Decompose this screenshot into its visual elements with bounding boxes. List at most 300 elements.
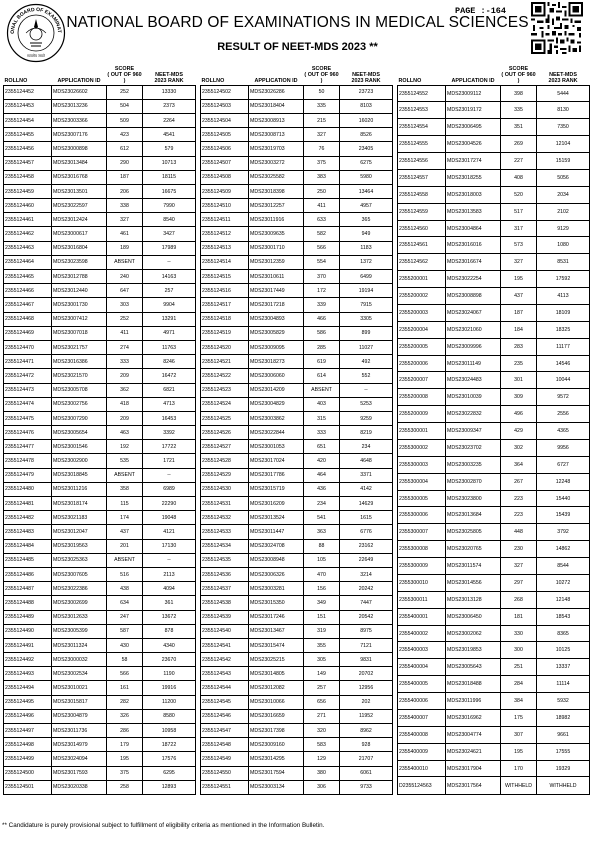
table-row — [4, 752, 196, 766]
table-row — [4, 624, 196, 638]
cell-rollno: 2355124456 — [4, 142, 52, 156]
cell-score: 269 — [501, 136, 537, 153]
cell-application-id: MDS23008913 — [249, 113, 304, 127]
cell-rollno: 2355400007 — [398, 709, 446, 726]
cell-score: 327 — [501, 254, 537, 271]
cell-application-id: MDS23006450 — [446, 608, 501, 625]
cell-application-id: MDS23009095 — [249, 340, 304, 354]
cell-application-id: MDS23014556 — [446, 574, 501, 591]
cell-rollno: 2355124528 — [201, 454, 249, 468]
cell-rollno: 2355124559 — [398, 203, 446, 220]
cell-application-id: MDS23026286 — [249, 85, 304, 99]
cell-rank: 12104 — [537, 136, 590, 153]
cell-rollno: 2355400001 — [398, 608, 446, 625]
cell-rank: 5444 — [537, 85, 590, 102]
cell-application-id: MDS23000617 — [52, 227, 107, 241]
table-row — [4, 128, 196, 142]
cell-rollno: 2355124562 — [398, 254, 446, 271]
cell-rollno: 2355300004 — [398, 473, 446, 490]
cell-score: 320 — [304, 724, 340, 738]
cell-rollno: 2355400008 — [398, 726, 446, 743]
cell-rollno: 2355124546 — [201, 709, 249, 723]
cell-rollno: 2355124518 — [201, 312, 249, 326]
cell-rollno: 2355124464 — [4, 255, 52, 269]
cell-score: 411 — [107, 326, 143, 340]
cell-rollno: 2355300003 — [398, 456, 446, 473]
table-row — [201, 624, 393, 638]
cell-score: 566 — [304, 241, 340, 255]
cell-score: 436 — [304, 482, 340, 496]
cell-score: 195 — [501, 743, 537, 760]
cell-score: 326 — [107, 709, 143, 723]
table-row — [201, 170, 393, 184]
cell-rank: 202 — [340, 695, 393, 709]
header-rank-sub: 2023 RANK — [351, 78, 381, 85]
cell-rank: 20702 — [340, 667, 393, 681]
cell-score: 303 — [107, 298, 143, 312]
cell-rollno: 2355124482 — [4, 511, 52, 525]
table-row — [398, 389, 590, 406]
cell-rank: 18325 — [537, 321, 590, 338]
cell-rollno: 2355124511 — [201, 213, 249, 227]
cell-score: 175 — [501, 709, 537, 726]
cell-score: 398 — [501, 85, 537, 102]
cell-score: 129 — [304, 752, 340, 766]
cell-application-id: MDS23020338 — [52, 780, 107, 794]
cell-rollno: 2355400006 — [398, 693, 446, 710]
table-row — [398, 304, 590, 321]
cell-rollno: 2355124460 — [4, 199, 52, 213]
cell-rollno: 2355124523 — [201, 383, 249, 397]
cell-score: ABSENT — [304, 383, 340, 397]
cell-score: 586 — [304, 326, 340, 340]
cell-rank: 6776 — [340, 525, 393, 539]
cell-rank: 11027 — [340, 340, 393, 354]
cell-rollno: 2355124496 — [4, 709, 52, 723]
cell-application-id: MDS23015817 — [52, 695, 107, 709]
cell-rollno: 2355124502 — [201, 85, 249, 99]
table-row — [201, 766, 393, 780]
cell-rank: 5932 — [537, 693, 590, 710]
table-row — [201, 567, 393, 581]
cell-rank: 8103 — [340, 99, 393, 113]
cell-rank: 5253 — [340, 397, 393, 411]
cell-application-id: MDS23000032 — [52, 653, 107, 667]
cell-rollno: 2355124519 — [201, 326, 249, 340]
cell-score: 234 — [304, 497, 340, 511]
table-row — [4, 497, 196, 511]
cell-application-id: MDS23018003 — [446, 186, 501, 203]
table-row — [4, 298, 196, 312]
cell-application-id: MDS23014805 — [249, 667, 304, 681]
cell-rollno: 2355124488 — [4, 596, 52, 610]
table-row — [4, 667, 196, 681]
cell-application-id: MDS23001546 — [52, 440, 107, 454]
cell-application-id: MDS23008713 — [249, 128, 304, 142]
header-rollno: ROLLNO — [398, 78, 422, 85]
cell-score: 206 — [107, 184, 143, 198]
cell-score: 149 — [304, 667, 340, 681]
cell-rollno: 2355124471 — [4, 355, 52, 369]
cell-application-id: MDS23016386 — [52, 355, 107, 369]
header-rank-label: NEET-MDS — [549, 72, 577, 79]
cell-score: 375 — [304, 156, 340, 170]
cell-rollno: 2355124532 — [201, 511, 249, 525]
cell-application-id: MDS23007176 — [52, 128, 107, 142]
cell-score: 187 — [107, 170, 143, 184]
cell-application-id: MDS23024094 — [52, 752, 107, 766]
cell-rank: 878 — [143, 624, 196, 638]
cell-score: 338 — [107, 199, 143, 213]
cell-application-id: MDS23018488 — [446, 676, 501, 693]
table-row — [4, 709, 196, 723]
cell-score: 355 — [304, 638, 340, 652]
table-row — [4, 255, 196, 269]
cell-application-id: MDS23022254 — [446, 271, 501, 288]
cell-score: 156 — [304, 582, 340, 596]
page-subtitle: RESULT OF NEET-MDS 2023 ** — [217, 41, 378, 53]
cell-rank: 11763 — [143, 340, 196, 354]
cell-rollno: 2355200004 — [398, 321, 446, 338]
cell-application-id: MDS23021757 — [52, 340, 107, 354]
cell-rank: 6275 — [340, 156, 393, 170]
cell-rank: 14862 — [537, 541, 590, 558]
table-row — [398, 102, 590, 119]
table-row — [201, 497, 393, 511]
table-row — [4, 170, 196, 184]
cell-rollno: 2355124462 — [4, 227, 52, 241]
cell-score: 258 — [107, 780, 143, 794]
cell-rollno: 2355124483 — [4, 525, 52, 539]
table-row — [201, 539, 393, 553]
table-row — [201, 270, 393, 284]
cell-application-id: MDS23026602 — [52, 85, 107, 99]
cell-rank: 14163 — [143, 270, 196, 284]
cell-rank: -- — [340, 383, 393, 397]
header-rank — [340, 66, 393, 85]
table-row — [201, 85, 393, 99]
cell-rollno: 2355124554 — [398, 119, 446, 136]
cell-rollno: 2355124561 — [398, 237, 446, 254]
cell-rollno: 2355124556 — [398, 153, 446, 170]
cell-score: 195 — [501, 271, 537, 288]
cell-score: 267 — [501, 473, 537, 490]
table-row — [201, 525, 393, 539]
cell-application-id: MDS23011916 — [249, 213, 304, 227]
cell-rollno: 2355124516 — [201, 284, 249, 298]
cell-application-id: MDS23018398 — [249, 184, 304, 198]
table-row — [201, 454, 393, 468]
cell-application-id: MDS23013484 — [52, 156, 107, 170]
cell-application-id: MDS23018174 — [52, 497, 107, 511]
cell-score: 403 — [304, 397, 340, 411]
header-score-label: SCORE — [311, 66, 332, 72]
cell-application-id: MDS23015719 — [249, 482, 304, 496]
cell-rollno: 2355124479 — [4, 468, 52, 482]
cell-rollno: 2355124469 — [4, 326, 52, 340]
cell-rank: 365 — [340, 213, 393, 227]
cell-rollno: 2355124486 — [4, 567, 52, 581]
results-table-2 — [200, 66, 393, 795]
cell-score: 179 — [107, 738, 143, 752]
table-row — [201, 383, 393, 397]
cell-application-id: MDS23025363 — [52, 553, 107, 567]
table-row — [201, 284, 393, 298]
table-row — [4, 355, 196, 369]
cell-rank: WITHHELD — [537, 777, 590, 795]
cell-score: 195 — [107, 752, 143, 766]
cell-application-id: MDS23012788 — [52, 270, 107, 284]
cell-rank: 6499 — [340, 270, 393, 284]
cell-rank: 20242 — [340, 582, 393, 596]
cell-score: 302 — [501, 439, 537, 456]
cell-application-id: MDS23011216 — [52, 482, 107, 496]
cell-rollno: 2355124470 — [4, 340, 52, 354]
cell-rollno: 2355124476 — [4, 426, 52, 440]
table-row — [398, 220, 590, 237]
cell-score: WITHHELD — [501, 777, 537, 795]
cell-rank: 1372 — [340, 255, 393, 269]
cell-rank: 18543 — [537, 608, 590, 625]
cell-application-id: MDS23009347 — [446, 423, 501, 440]
table-row — [201, 355, 393, 369]
cell-application-id: MDS23016804 — [52, 241, 107, 255]
cell-rollno: 2355300009 — [398, 558, 446, 575]
cell-rank: 17130 — [143, 539, 196, 553]
cell-application-id: MDS23012359 — [249, 255, 304, 269]
cell-rank: 18115 — [143, 170, 196, 184]
nbems-logo — [6, 3, 66, 63]
cell-rank: 3214 — [340, 567, 393, 581]
cell-rank: 6989 — [143, 482, 196, 496]
cell-rank: 14546 — [537, 355, 590, 372]
cell-rollno: 2355124551 — [201, 780, 249, 794]
cell-score: 161 — [107, 681, 143, 695]
cell-rollno: 2355400002 — [398, 625, 446, 642]
cell-score: 215 — [304, 113, 340, 127]
table-row — [201, 511, 393, 525]
cell-rollno: 2355124552 — [398, 85, 446, 102]
cell-score: 285 — [304, 340, 340, 354]
cell-application-id: MDS23003272 — [249, 156, 304, 170]
cell-application-id: MDS23016016 — [446, 237, 501, 254]
cell-score: 612 — [107, 142, 143, 156]
cell-application-id: MDS23003235 — [446, 456, 501, 473]
cell-score: 535 — [107, 454, 143, 468]
cell-rank: 361 — [143, 596, 196, 610]
table-row — [201, 440, 393, 454]
cell-score: 430 — [107, 638, 143, 652]
cell-rollno: 2355124553 — [398, 102, 446, 119]
header-application-id: APPLICATION ID — [451, 78, 495, 85]
cell-application-id: MDS23008948 — [249, 553, 304, 567]
cell-rank: 23162 — [340, 539, 393, 553]
table-row — [398, 237, 590, 254]
cell-rollno: 2355124526 — [201, 426, 249, 440]
cell-rank: 1183 — [340, 241, 393, 255]
cell-application-id: MDS23013236 — [52, 99, 107, 113]
cell-application-id: MDS23004893 — [249, 312, 304, 326]
cell-rank: 4713 — [143, 397, 196, 411]
table-row — [398, 439, 590, 456]
cell-score: 566 — [107, 667, 143, 681]
cell-application-id: MDS23006326 — [249, 567, 304, 581]
cell-application-id: MDS23007018 — [52, 326, 107, 340]
cell-application-id: MDS23003366 — [52, 113, 107, 127]
cell-rollno: 2355124453 — [4, 99, 52, 113]
header-score-label: SCORE — [508, 66, 529, 72]
cell-rollno: 2355124477 — [4, 440, 52, 454]
cell-application-id: MDS23004864 — [446, 220, 501, 237]
table-row — [398, 372, 590, 389]
cell-rank: 2102 — [537, 203, 590, 220]
page-title: NATIONAL BOARD OF EXAMINATIONS IN MEDICAL SCIENCES — [66, 14, 529, 31]
cell-rollno: 2355124503 — [201, 99, 249, 113]
cell-score: 466 — [304, 312, 340, 326]
cell-rollno: 2355124550 — [201, 766, 249, 780]
cell-rollno: 2355300007 — [398, 524, 446, 541]
table-row — [4, 695, 196, 709]
cell-rollno: 2355124492 — [4, 653, 52, 667]
header-rollno: ROLLNO — [4, 78, 28, 85]
cell-rollno: 2355300011 — [398, 591, 446, 608]
cell-application-id: MDS23017786 — [249, 468, 304, 482]
cell-rollno: 2355124487 — [4, 582, 52, 596]
cell-rollno: 2355124500 — [4, 766, 52, 780]
cell-rollno: 2355124533 — [201, 525, 249, 539]
cell-rank: 13337 — [537, 659, 590, 676]
cell-rank: 12248 — [537, 473, 590, 490]
cell-rollno: 2355124555 — [398, 136, 446, 153]
cell-rank: 4113 — [537, 288, 590, 305]
cell-rollno: 2355400004 — [398, 659, 446, 676]
table-row — [4, 653, 196, 667]
cell-application-id: MDS23013684 — [446, 507, 501, 524]
cell-rank: 12148 — [537, 591, 590, 608]
cell-rollno: 2355124545 — [201, 695, 249, 709]
cell-application-id: MDS23009996 — [446, 338, 501, 355]
table-row — [398, 625, 590, 642]
table-row — [201, 199, 393, 213]
cell-rank: 18109 — [537, 304, 590, 321]
cell-rank: 2113 — [143, 567, 196, 581]
table-row — [201, 738, 393, 752]
cell-rank: 9259 — [340, 411, 393, 425]
table-row — [398, 574, 590, 591]
cell-application-id: MDS23003134 — [249, 780, 304, 794]
cell-rank: 492 — [340, 355, 393, 369]
header-rollno: ROLLNO — [201, 78, 225, 85]
table-row — [201, 255, 393, 269]
cell-rollno: 2355124536 — [201, 567, 249, 581]
table-row — [4, 340, 196, 354]
cell-score: 418 — [107, 397, 143, 411]
cell-rank: 9904 — [143, 298, 196, 312]
cell-rank: 13464 — [340, 184, 393, 198]
table-row — [201, 667, 393, 681]
table-row — [398, 119, 590, 136]
cell-application-id: MDS23016659 — [249, 709, 304, 723]
cell-rank: 3792 — [537, 524, 590, 541]
cell-rollno: 2355124455 — [4, 128, 52, 142]
table-row — [398, 760, 590, 777]
cell-score: 250 — [304, 184, 340, 198]
cell-rank: 9733 — [340, 780, 393, 794]
cell-rollno: 2355124510 — [201, 199, 249, 213]
cell-rollno: 2355124452 — [4, 85, 52, 99]
cell-rank: 257 — [143, 284, 196, 298]
cell-rank: 1721 — [143, 454, 196, 468]
cell-application-id: MDS23002062 — [446, 625, 501, 642]
table-row — [4, 142, 196, 156]
header-score-sub: ( OUT OF 960 ) — [107, 72, 142, 85]
table-row — [201, 482, 393, 496]
cell-application-id: MDS23024067 — [446, 304, 501, 321]
cell-application-id: MDS23010066 — [249, 695, 304, 709]
cell-score: 349 — [304, 596, 340, 610]
cell-score: 656 — [304, 695, 340, 709]
table-row — [398, 271, 590, 288]
cell-rank: 3392 — [143, 426, 196, 440]
cell-rollno: 2355400010 — [398, 760, 446, 777]
cell-rollno: 2355124501 — [4, 780, 52, 794]
cell-application-id: MDS23002900 — [52, 454, 107, 468]
cell-application-id: MDS23012424 — [52, 213, 107, 227]
cell-score: 363 — [304, 525, 340, 539]
cell-rank: 15439 — [537, 507, 590, 524]
table-row — [4, 156, 196, 170]
cell-rollno: 2355124499 — [4, 752, 52, 766]
cell-rank: 16675 — [143, 184, 196, 198]
table-row — [4, 284, 196, 298]
cell-rank: 11114 — [537, 676, 590, 693]
cell-score: 58 — [107, 653, 143, 667]
cell-rollno: 2355124544 — [201, 681, 249, 695]
cell-rank: 16020 — [340, 113, 393, 127]
table-row — [201, 340, 393, 354]
cell-application-id: MDS23021183 — [52, 511, 107, 525]
table-row — [398, 709, 590, 726]
table-row — [398, 676, 590, 693]
cell-rank: 8580 — [143, 709, 196, 723]
cell-application-id: MDS23019172 — [446, 102, 501, 119]
cell-score: 504 — [107, 99, 143, 113]
cell-score: 252 — [107, 312, 143, 326]
table-row — [4, 440, 196, 454]
cell-application-id: MDS23012257 — [249, 199, 304, 213]
table-row — [201, 213, 393, 227]
cell-score: 201 — [107, 539, 143, 553]
table-row — [4, 326, 196, 340]
cell-rollno: 2355300010 — [398, 574, 446, 591]
cell-score: 647 — [107, 284, 143, 298]
table-row — [4, 397, 196, 411]
cell-rank: 6061 — [340, 766, 393, 780]
cell-rank: -- — [143, 553, 196, 567]
table-row — [201, 184, 393, 198]
cell-rank: 10272 — [537, 574, 590, 591]
table-row — [398, 423, 590, 440]
cell-application-id: MDS23018255 — [446, 169, 501, 186]
cell-rank: 10713 — [143, 156, 196, 170]
table-row — [398, 507, 590, 524]
cell-rank: 899 — [340, 326, 393, 340]
cell-application-id: MDS23016962 — [446, 709, 501, 726]
cell-rank: 8526 — [340, 128, 393, 142]
cell-rollno: 2355124480 — [4, 482, 52, 496]
cell-rollno: 2355124504 — [201, 113, 249, 127]
cell-rollno: 2355124557 — [398, 169, 446, 186]
